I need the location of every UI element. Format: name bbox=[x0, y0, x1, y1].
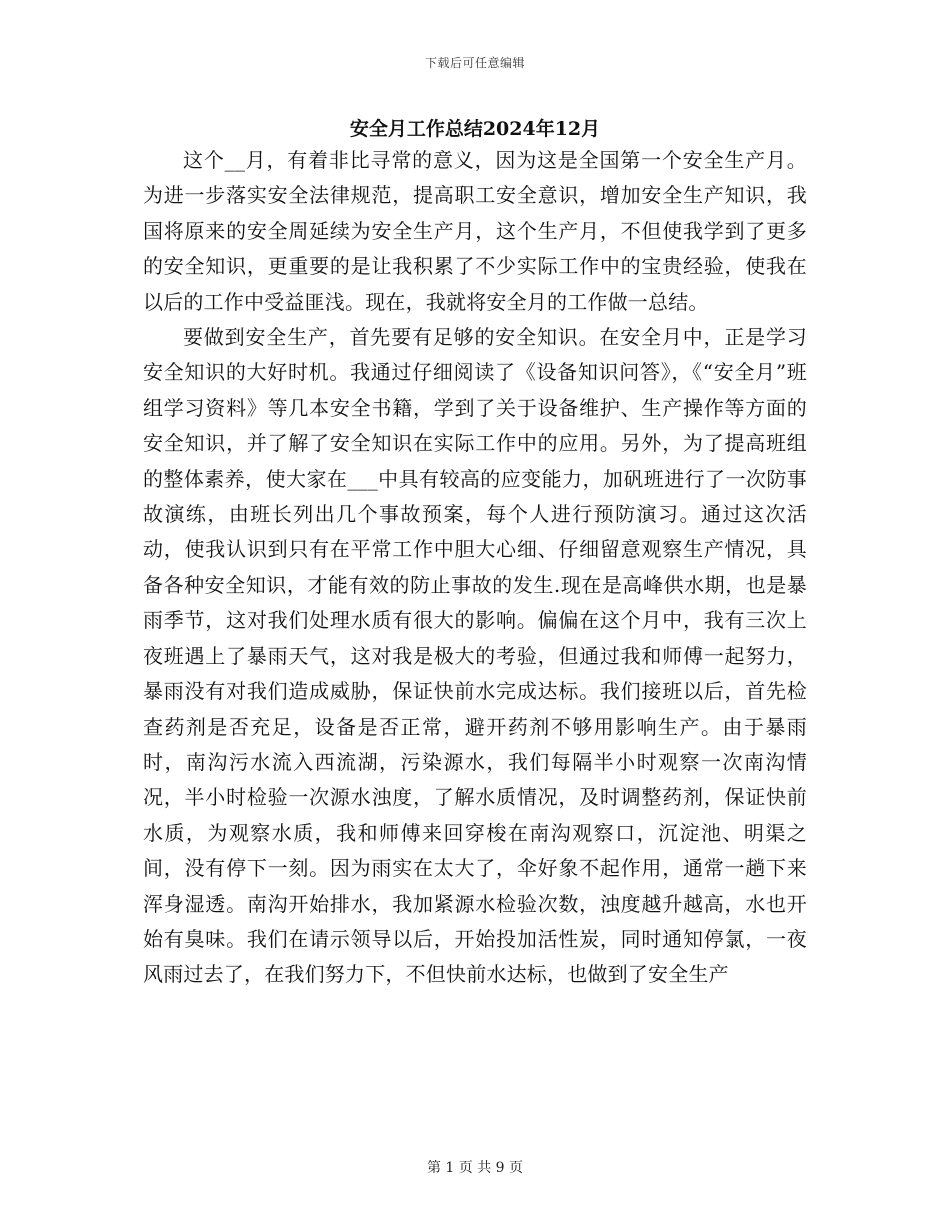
paragraph-2: 要做到安全生产，首先要有足够的安全知识。在安全月中，正是学习安全知识的大好时机。我通过仔细阅读了《设备知识问答》，《“安全月”班组学习资料》等几本安全书籍，学到了关于设备维护、生产操作等方面的安全知识，并了解了安全知识在实际工作中的应用。另外，为了提高班组的整体素养，使大家在___中具有较高的应变能力，加矾班进行了一次防事故演练，由班长列出几个事故预案，每个人进行预防演习。通过这次活动，使我认识到只有在平常工作中胆大心细、仔细留意观察生产情况，具备各种安全知识，才能有效的防止事故的发生.现在是高峰供水期，也是暴雨季节，这对我们处理水质有很大的影响。偏偏在这个月中，我有三次上夜班遇上了暴雨天气，这对我是极大的考验，但通过我和师傅一起努力，暴雨没有对我们造成威胁，保证快前水完成达标。我们接班以后，首先检查药剂是否充足，设备是否正常，避开药剂不够用影响生产。由于暴雨时，南沟污水流入西流湖，污染源水，我们每隔半小时观察一次南沟情况，半小时检验一次源水浊度，了解水质情况，及时调整药剂，保证快前水质，为观察水质，我和师傅来回穿梭在南沟观察口，沉淀池、明渠之间，没有停下一刻。因为雨实在太大了，伞好象不起作用，通常一趟下来浑身湿透。南沟开始排水，我加紧源水检验次数，浊度越升越高，水也开始有臭味。我们在请示领导以后，开始投加活性炭，同时通知停氯，一夜风雨过去了，在我们努力下，不但快前水达标，也做到了安全生产 bbox=[143, 325, 807, 987]
page-number: 第 1 页 共 9 页 bbox=[426, 1160, 524, 1176]
document-title: 安全月工作总结2024年12月 bbox=[349, 118, 601, 140]
document-body bbox=[143, 143, 807, 993]
header-note: 下载后可任意编辑 bbox=[424, 56, 525, 70]
paragraph-1: 这个__月，有着非比寻常的意义，因为这是全国第一个安全生产月。为进一步落实安全法律规范，提高职工安全意识，增加安全生产知识，我国将原来的安全周延续为安全生产月，这个生产月，不但使我学到了更多的安全知识，更重要的是让我积累了不少实际工作中的宝贵经验，使我在以后的工作中受益匪浅。现在，我就将安全月的工作做一总结。 bbox=[143, 148, 807, 314]
